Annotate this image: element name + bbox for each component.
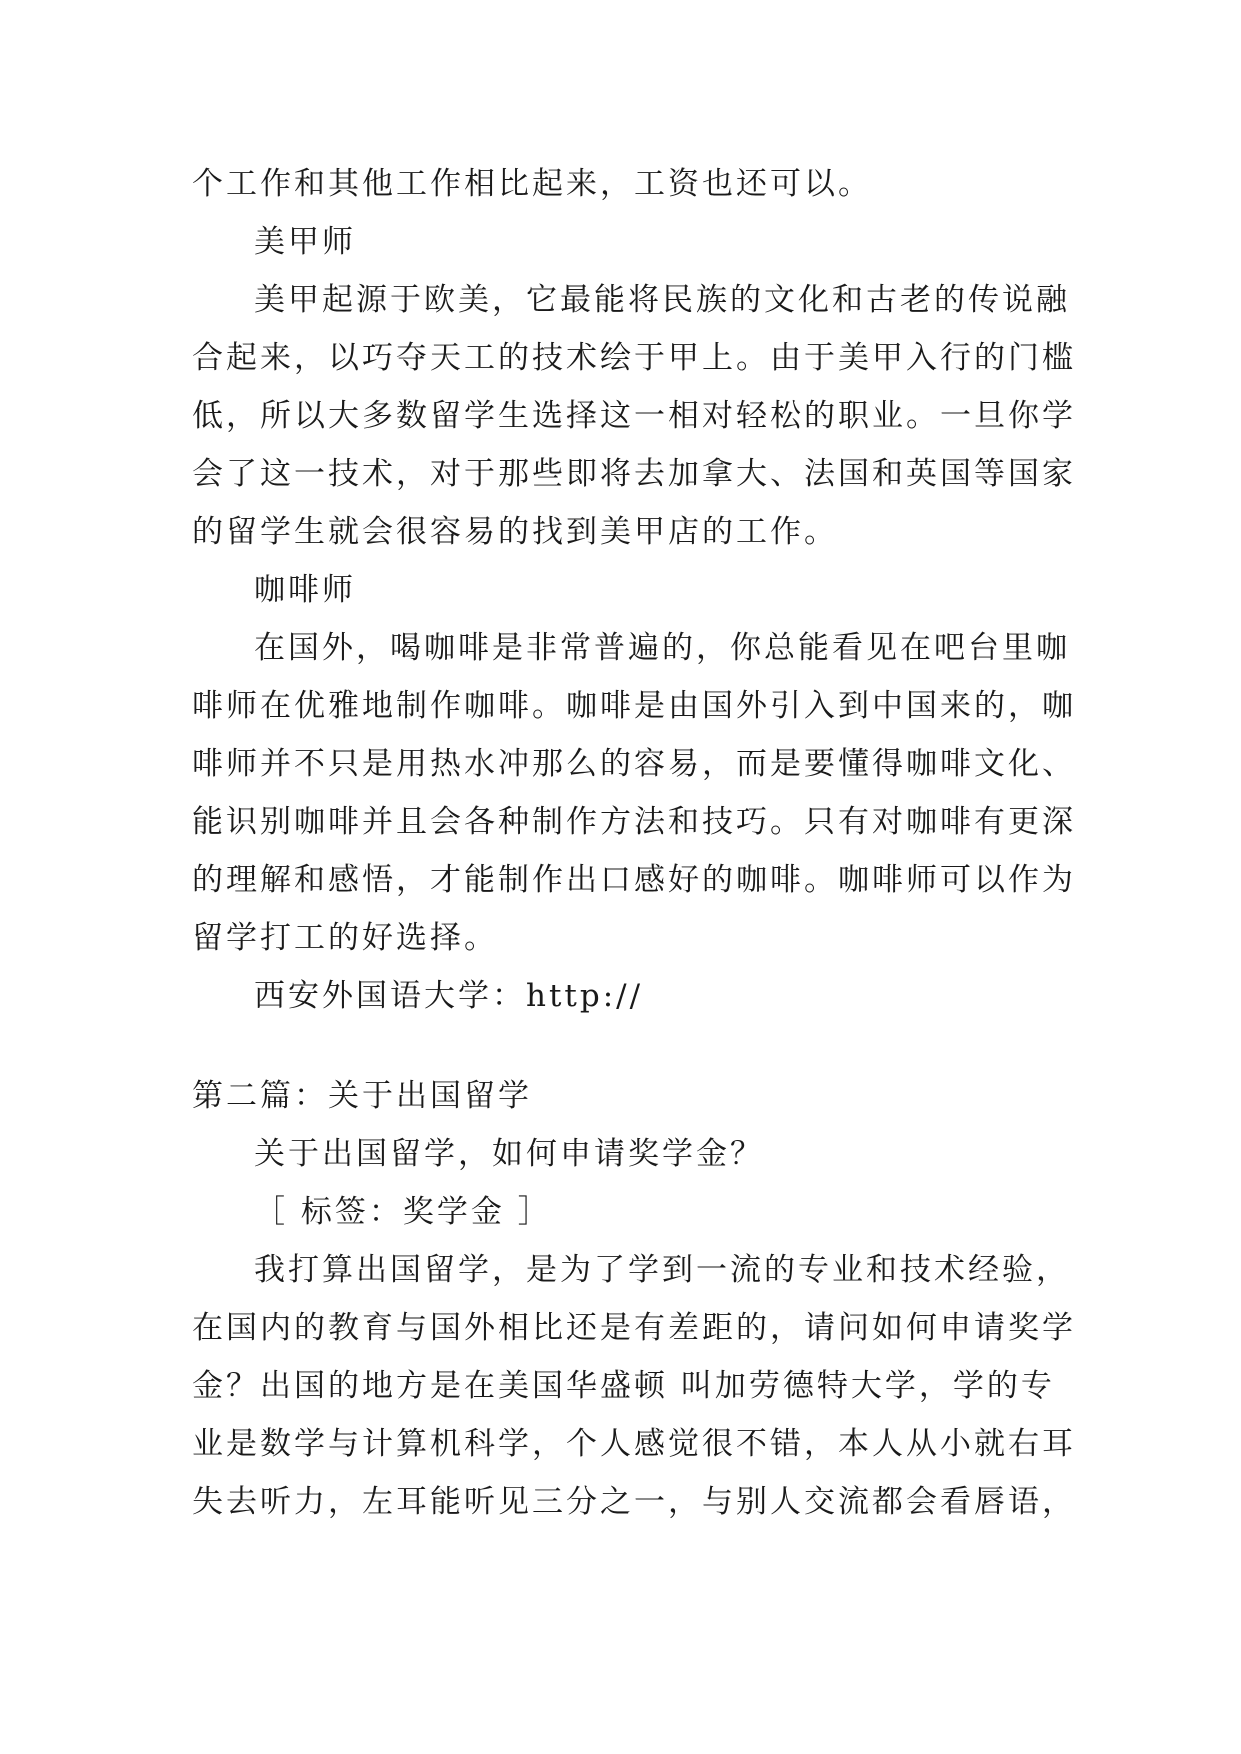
section-part1	[192, 155, 1076, 1025]
text-line: 会了这一技术，对于那些即将去加拿大、法国和英国等国家	[192, 456, 1076, 492]
document-page	[192, 155, 1076, 1531]
text-line: 我打算出国留学，是为了学到一流的专业和技术经验，	[254, 1252, 1070, 1288]
text-line: 西安外国语大学：http://	[254, 978, 644, 1014]
text-line: 的留学生就会很容易的找到美甲店的工作。	[192, 514, 838, 550]
text-line: 啡师并不只是用热水冲那么的容易，而是要懂得咖啡文化、	[192, 746, 1076, 782]
text-line: 个工作和其他工作相比起来，工资也还可以。	[192, 166, 872, 202]
text-line: 金？出国的地方是在美国华盛顿 叫加劳德特大学，学的专	[192, 1368, 1055, 1404]
text-line: 留学打工的好选择。	[192, 920, 498, 956]
text-line: 美甲师	[254, 224, 356, 260]
section-part2	[192, 1125, 1076, 1531]
text-line: 合起来，以巧夺天工的技术绘于甲上。由于美甲入行的门槛	[192, 340, 1076, 376]
text-line: 业是数学与计算机科学，个人感觉很不错，本人从小就右耳	[192, 1426, 1076, 1462]
section-heading: 第二篇：关于出国留学	[192, 1078, 532, 1114]
text-line: 失去听力，左耳能听见三分之一，与别人交流都会看唇语，	[192, 1484, 1076, 1520]
text-line: 的理解和感悟，才能制作出口感好的咖啡。咖啡师可以作为	[192, 862, 1076, 898]
text-line: 在国内的教育与国外相比还是有差距的，请问如何申请奖学	[192, 1310, 1076, 1346]
section-gap	[192, 1025, 1052, 1067]
text-line: 关于出国留学，如何申请奖学金？	[254, 1136, 764, 1172]
text-line: 美甲起源于欧美，它最能将民族的文化和古老的传说融	[254, 282, 1070, 318]
text-line: 在国外，喝咖啡是非常普遍的，你总能看见在吧台里咖	[254, 630, 1070, 666]
text-line: ［ 标签：奖学金 ］	[254, 1194, 552, 1230]
text-line: 能识别咖啡并且会各种制作方法和技巧。只有对咖啡有更深	[192, 804, 1076, 840]
text-line: 咖啡师	[254, 572, 356, 608]
text-line: 啡师在优雅地制作咖啡。咖啡是由国外引入到中国来的，咖	[192, 688, 1076, 724]
text-line: 低，所以大多数留学生选择这一相对轻松的职业。一旦你学	[192, 398, 1076, 434]
